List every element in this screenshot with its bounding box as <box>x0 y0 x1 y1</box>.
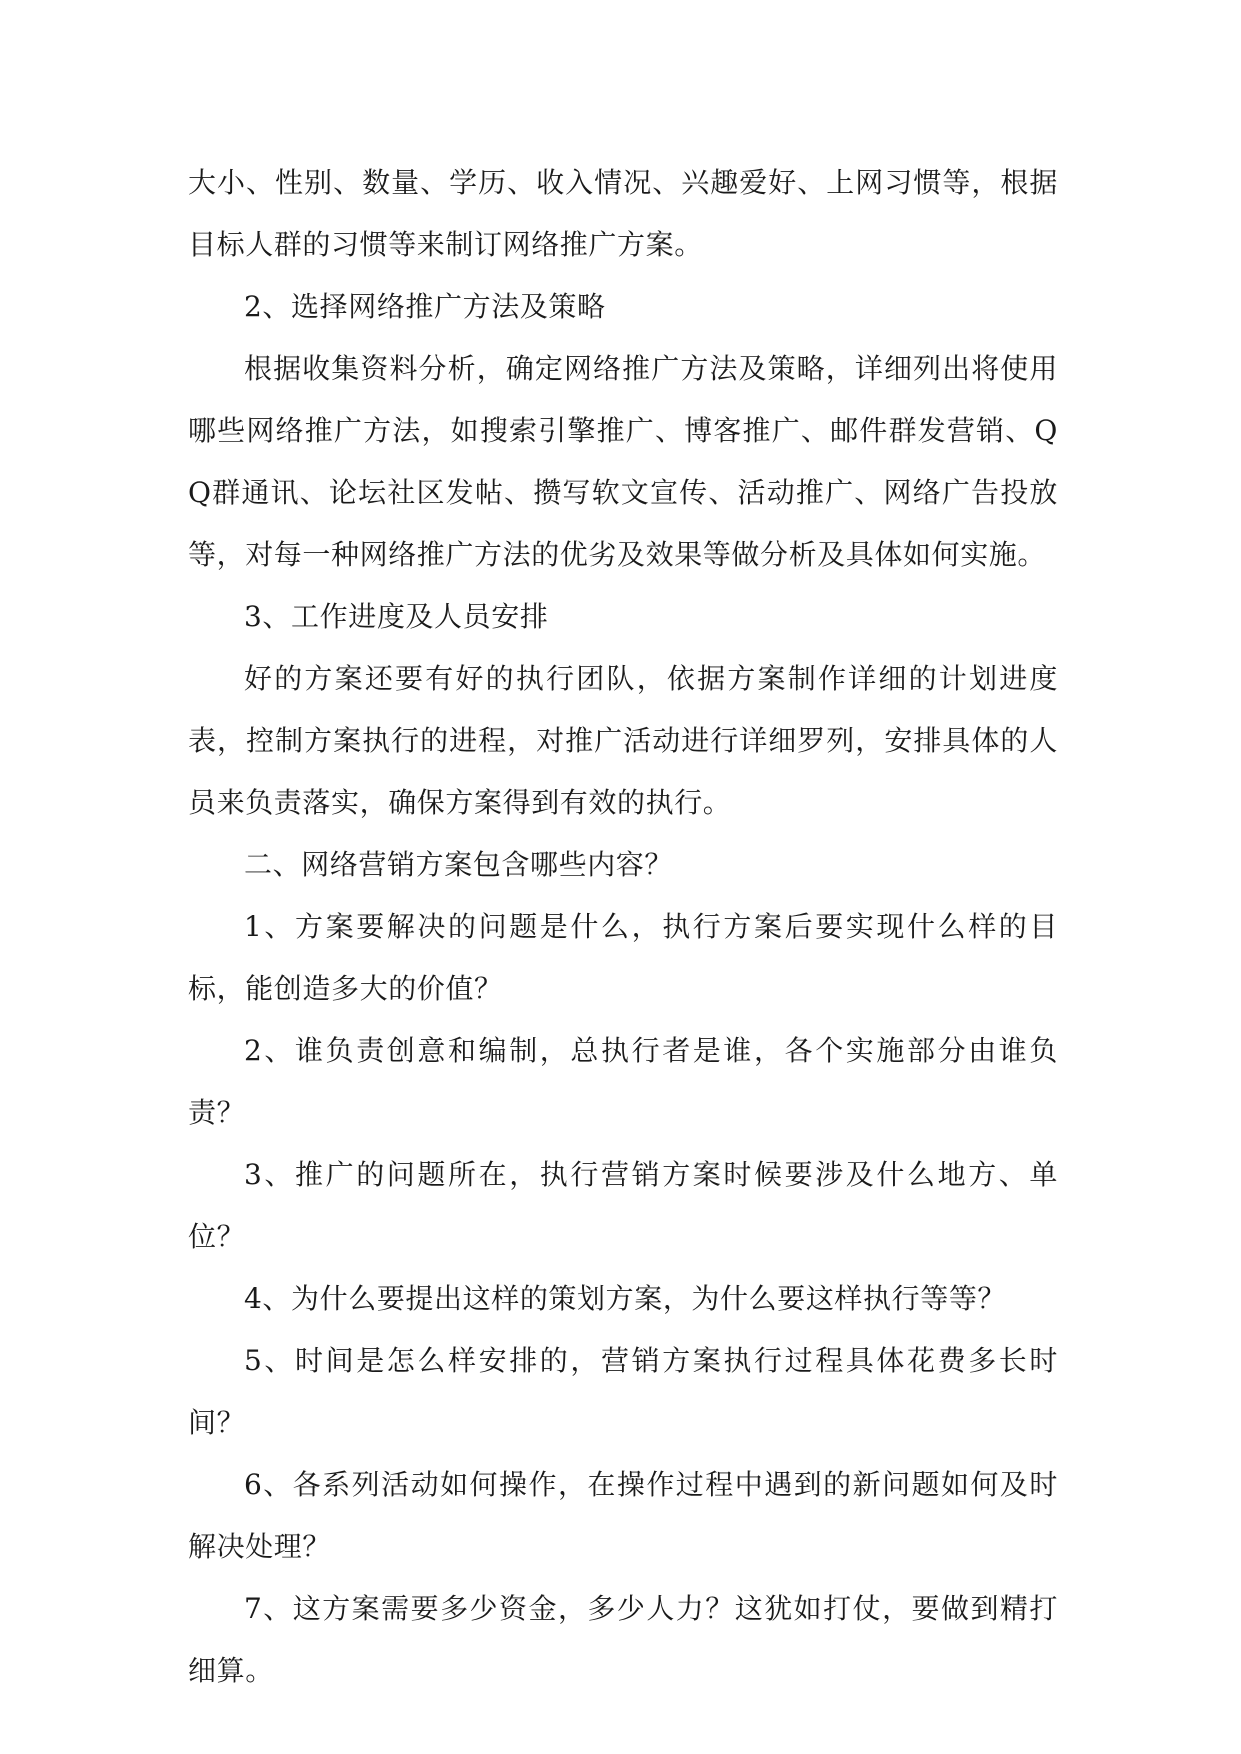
section-heading-contents: 二、网络营销方案包含哪些内容？ <box>244 848 674 881</box>
list-item-2: 2、谁负责创意和编制，总执行者是谁，各个实施部分由谁负责？ <box>188 1034 1058 1129</box>
document-body <box>188 152 1058 1702</box>
paragraph-methods: 根据收集资料分析，确定网络推广方法及策略，详细列出将使用哪些网络推广方法，如搜索引擎推广、博客推广、邮件群发营销、QQ群通讯、论坛社区发帖、攒写软文宣传、活动推广、网络广告投放等，对每一种网络推广方法的优劣及效果等做分析及具体如何实施。 <box>188 352 1058 571</box>
paragraph-schedule: 好的方案还要有好的执行团队，依据方案制作详细的计划进度表，控制方案执行的进程，对推广活动进行详细罗列，安排具体的人员来负责落实，确保方案得到有效的执行。 <box>188 662 1058 819</box>
list-item-4: 4、为什么要提出这样的策划方案，为什么要这样执行等等？ <box>244 1282 1007 1315</box>
list-item-1: 1、方案要解决的问题是什么，执行方案后要实现什么样的目标，能创造多大的价值？ <box>188 910 1058 1005</box>
list-item-6: 6、各系列活动如何操作，在操作过程中遇到的新问题如何及时解决处理？ <box>188 1468 1058 1563</box>
list-item-3: 3、推广的问题所在，执行营销方案时候要涉及什么地方、单位？ <box>188 1158 1058 1253</box>
list-item-7: 7、这方案需要多少资金，多少人力？这犹如打仗，要做到精打细算。 <box>188 1592 1058 1687</box>
paragraph-heading-2: 2、选择网络推广方法及策略 <box>244 290 606 323</box>
list-item-5: 5、时间是怎么样安排的，营销方案执行过程具体花费多长时间？ <box>188 1344 1058 1439</box>
paragraph-heading-3: 3、工作进度及人员安排 <box>244 600 549 633</box>
paragraph-continuation: 大小、性别、数量、学历、收入情况、兴趣爱好、上网习惯等，根据目标人群的习惯等来制订网络推广方案。 <box>188 166 1058 261</box>
